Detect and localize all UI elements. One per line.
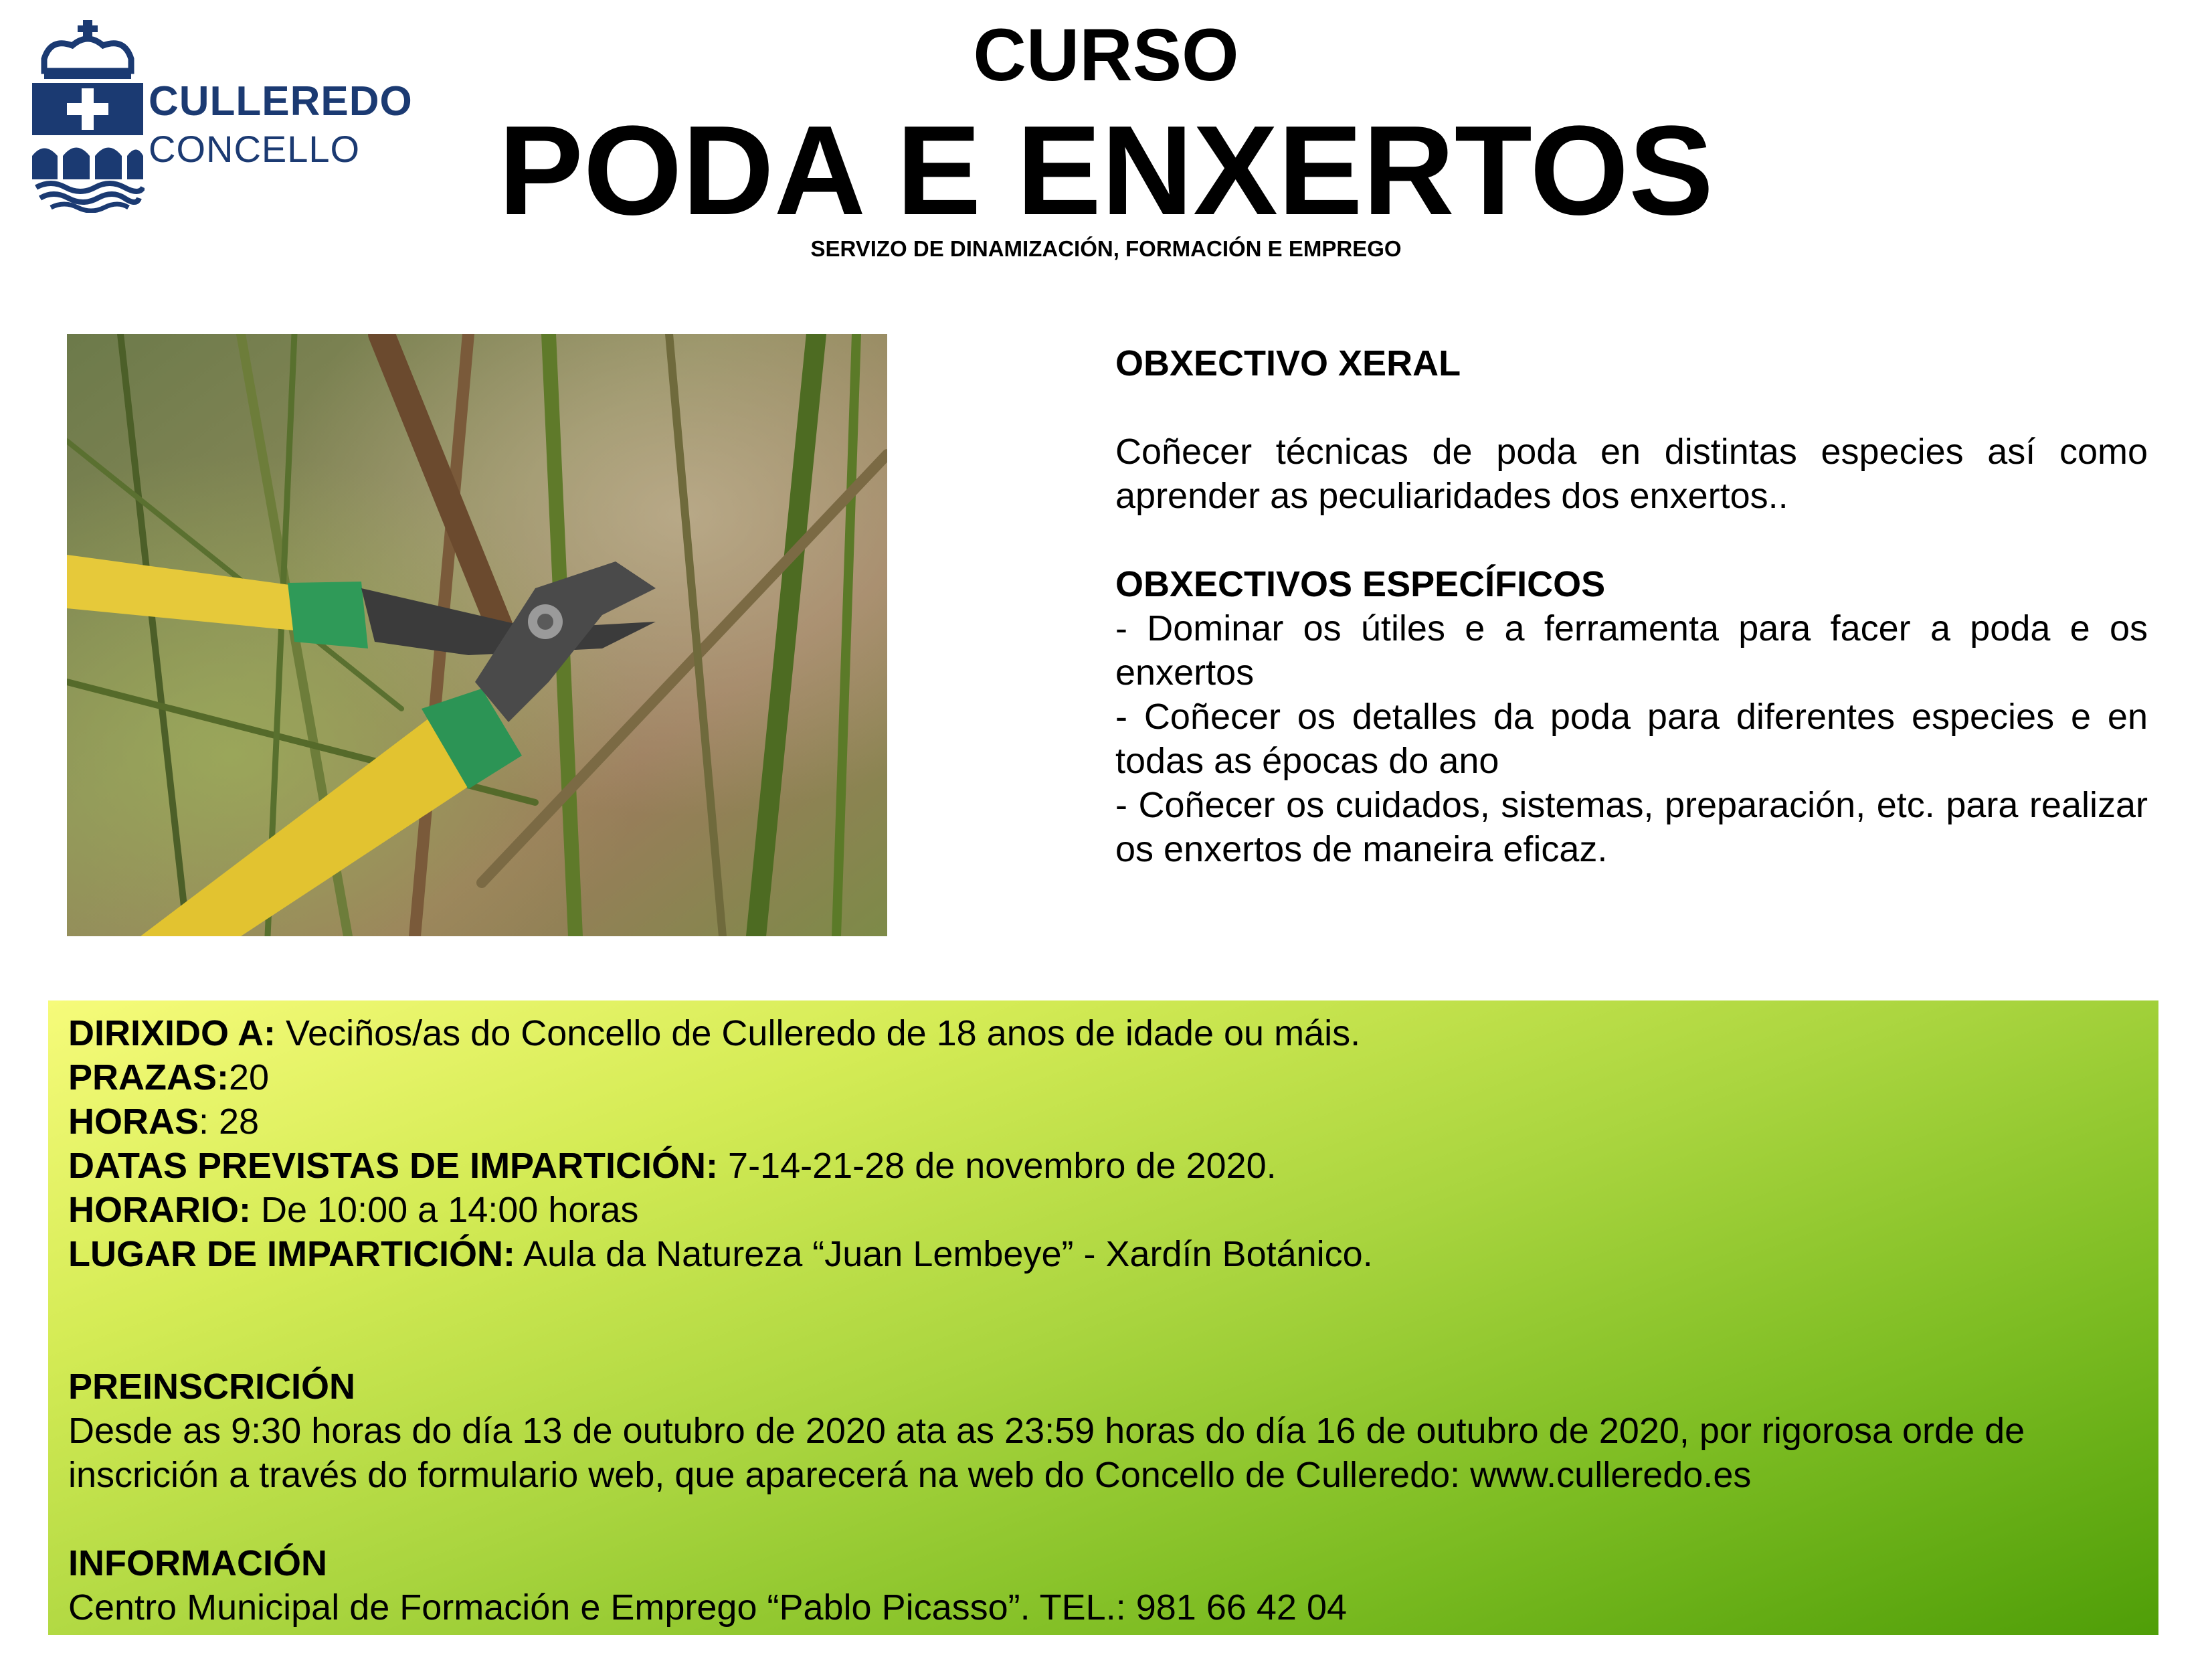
directed-value: Veciños/as do Concello de Culleredo de 18 anos de idade ou máis.: [276, 1013, 1361, 1053]
place-value: Aula da Natureza “Juan Lembeye” - Xardín Botánico.: [515, 1234, 1373, 1274]
objectives-section: [1115, 341, 2148, 871]
directed-row: [68, 1011, 2138, 1055]
specific-objective-item: - Coñecer os cuidados, sistemas, preparación, etc. para realizar os enxertos de maneira eficaz.: [1115, 785, 2148, 869]
schedule-row: [68, 1188, 2138, 1232]
place-row: [68, 1232, 2138, 1276]
preregistration-text: Desde as 9:30 horas do día 13 de outubro de 2020 ata as 23:59 horas do día 16 de outubro de 2020, por rigorosa orde de inscrición a través do formulario web, que aparecerá na web do Concello de Culleredo: www.culleredo.es: [68, 1411, 2025, 1495]
schedule-label: HORARIO:: [68, 1190, 251, 1230]
dates-row: [68, 1144, 2138, 1188]
directed-label: DIRIXIDO A:: [68, 1013, 276, 1053]
logo-name: CULLEREDO: [149, 78, 413, 124]
preregistration-heading: PREINSCRICIÓN: [68, 1367, 356, 1407]
dates-label: DATAS PREVISTAS DE IMPARTICIÓN:: [68, 1146, 719, 1186]
hours-label: HORAS: [68, 1102, 199, 1142]
logo-subtitle: CONCELLO: [149, 128, 361, 170]
information-text: Centro Municipal de Formación e Emprego “Pablo Picasso”. TEL.: 981 66 42 04: [68, 1587, 1348, 1628]
hours-row: [68, 1100, 2138, 1144]
department-name: SERVIZO DE DINAMIZACIÓN, FORMACIÓN E EMPREGO: [810, 236, 1402, 261]
course-info-box: [48, 1000, 2158, 1635]
specific-objective-item: - Dominar os útiles e a ferramenta para facer a poda e os enxertos: [1115, 608, 2148, 693]
information-heading-row: [68, 1541, 2138, 1585]
course-title: PODA E ENXERTOS: [498, 100, 1714, 242]
places-label: PRAZAS:: [68, 1057, 229, 1098]
specific-objectives-heading: OBXECTIVOS ESPECÍFICOS: [1115, 564, 1606, 604]
preregistration-heading-row: [68, 1365, 2138, 1409]
place-label: LUGAR DE IMPARTICIÓN:: [68, 1234, 515, 1274]
pruning-shears-photo: [67, 334, 887, 936]
general-objective-heading: OBXECTIVO XERAL: [1115, 343, 1461, 383]
places-value: 20: [229, 1057, 270, 1098]
schedule-value: De 10:00 a 14:00 horas: [250, 1190, 639, 1230]
specific-objective-item: - Coñecer os detalles da poda para diferentes especies e en todas as épocas do ano: [1115, 697, 2148, 781]
general-objective-text: Coñecer técnicas de poda en distintas especies así como aprender as peculiaridades dos enxertos..: [1115, 432, 2148, 516]
hours-value: : 28: [199, 1102, 260, 1142]
places-row: [68, 1055, 2138, 1100]
dates-value: 7-14-21-28 de novembro de 2020.: [718, 1146, 1277, 1186]
information-heading: INFORMACIÓN: [68, 1543, 327, 1583]
course-kicker: CURSO: [973, 14, 1239, 96]
